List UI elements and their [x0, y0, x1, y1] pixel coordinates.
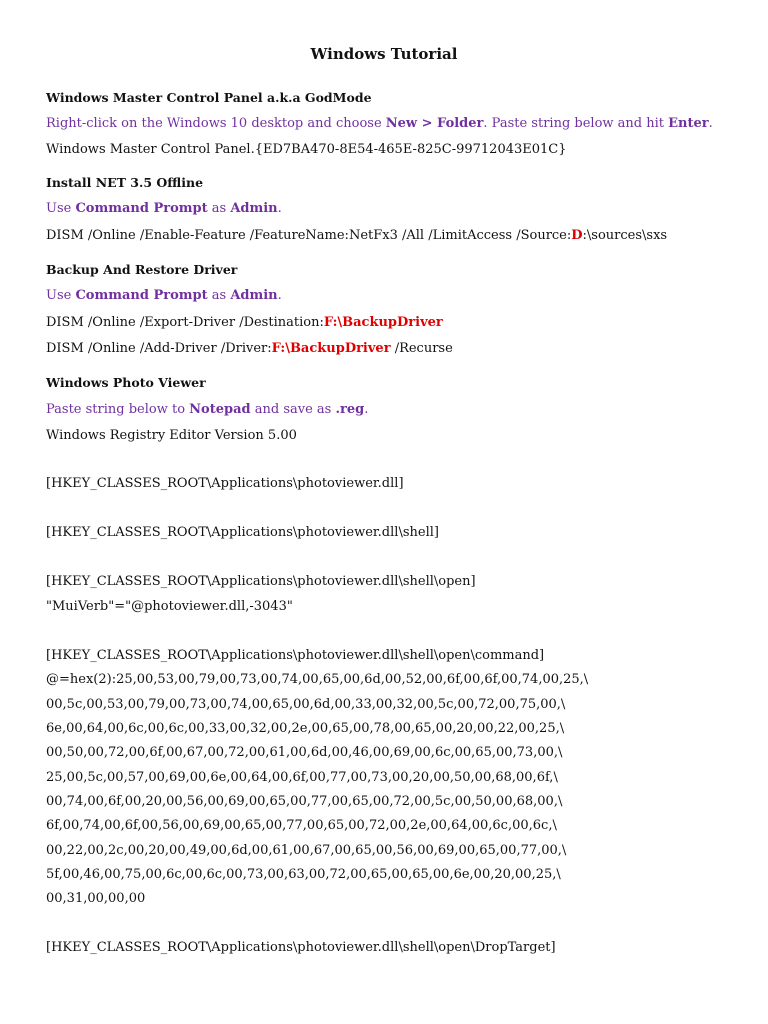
- registry-line: [HKEY_CLASSES_ROOT\Applications\photoviewer.dll\shell\open\DropTarget]: [46, 940, 556, 955]
- registry-hex-line: @=hex(2):25,00,53,00,79,00,73,00,74,00,65,00,6d,00,52,00,6f,00,6f,00,74,00,25,\: [46, 672, 589, 687]
- registry-hex-line: 5f,00,46,00,75,00,6c,00,6c,00,73,00,63,00,72,00,65,00,65,00,6e,00,20,00,25,\: [46, 867, 561, 882]
- registry-hex-line: 6e,00,64,00,6c,00,6c,00,33,00,32,00,2e,00,65,00,78,00,65,00,20,00,22,00,25,\: [46, 721, 565, 736]
- registry-hex-line: 6f,00,74,00,6f,00,56,00,69,00,65,00,77,00,65,00,72,00,2e,00,64,00,6c,00,6c,\: [46, 818, 557, 833]
- registry-hex-line: 00,31,00,00,00: [46, 891, 146, 906]
- registry-line: [HKEY_CLASSES_ROOT\Applications\photoviewer.dll\shell\open]: [46, 574, 476, 589]
- page-title: Windows Tutorial: [310, 45, 458, 63]
- photo-instruction: Paste string below to Notepad and save as .reg.: [46, 402, 369, 417]
- registry-line: [HKEY_CLASSES_ROOT\Applications\photoviewer.dll]: [46, 476, 404, 491]
- registry-hex-line: 00,50,00,72,00,6f,00,67,00,72,00,61,00,6d,00,46,00,69,00,6c,00,65,00,73,00,\: [46, 745, 563, 760]
- net35-code: DISM /Online /Enable-Feature /FeatureName:NetFx3 /All /LimitAccess /Source:D:\sources\sxs: [46, 228, 668, 243]
- registry-line: Windows Registry Editor Version 5.00: [46, 428, 297, 443]
- godmode-code: Windows Master Control Panel.{ED7BA470-8E54-465E-825C-99712043E01C}: [46, 142, 567, 157]
- section-heading-godmode: Windows Master Control Panel a.k.a GodMode: [46, 90, 372, 105]
- driver-export-code: DISM /Online /Export-Driver /Destination:F:\BackupDriver: [46, 315, 443, 330]
- registry-line: "MuiVerb"="@photoviewer.dll,-3043": [46, 599, 293, 614]
- driver-add-code: DISM /Online /Add-Driver /Driver:F:\BackupDriver /Recurse: [46, 341, 453, 356]
- driver-instruction: Use Command Prompt as Admin.: [46, 288, 282, 303]
- godmode-instruction: Right-click on the Windows 10 desktop and choose New > Folder. Paste string below and hit Enter.: [46, 116, 713, 131]
- registry-hex-line: 25,00,5c,00,57,00,69,00,6e,00,64,00,6f,00,77,00,73,00,20,00,50,00,68,00,6f,\: [46, 770, 558, 785]
- registry-line: [HKEY_CLASSES_ROOT\Applications\photoviewer.dll\shell]: [46, 525, 439, 540]
- registry-line: [HKEY_CLASSES_ROOT\Applications\photoviewer.dll\shell\open\command]: [46, 648, 545, 663]
- registry-hex-line: 00,5c,00,53,00,79,00,73,00,74,00,65,00,6d,00,33,00,32,00,5c,00,72,00,75,00,\: [46, 697, 566, 712]
- section-heading-photo: Windows Photo Viewer: [46, 375, 206, 390]
- registry-hex-line: 00,74,00,6f,00,20,00,56,00,69,00,65,00,77,00,65,00,72,00,5c,00,50,00,68,00,\: [46, 794, 563, 809]
- section-heading-driver: Backup And Restore Driver: [46, 262, 238, 277]
- net35-instruction: Use Command Prompt as Admin.: [46, 201, 282, 216]
- registry-hex-line: 00,22,00,2c,00,20,00,49,00,6d,00,61,00,67,00,65,00,56,00,69,00,65,00,77,00,\: [46, 843, 567, 858]
- section-heading-net35: Install NET 3.5 Offline: [46, 175, 204, 190]
